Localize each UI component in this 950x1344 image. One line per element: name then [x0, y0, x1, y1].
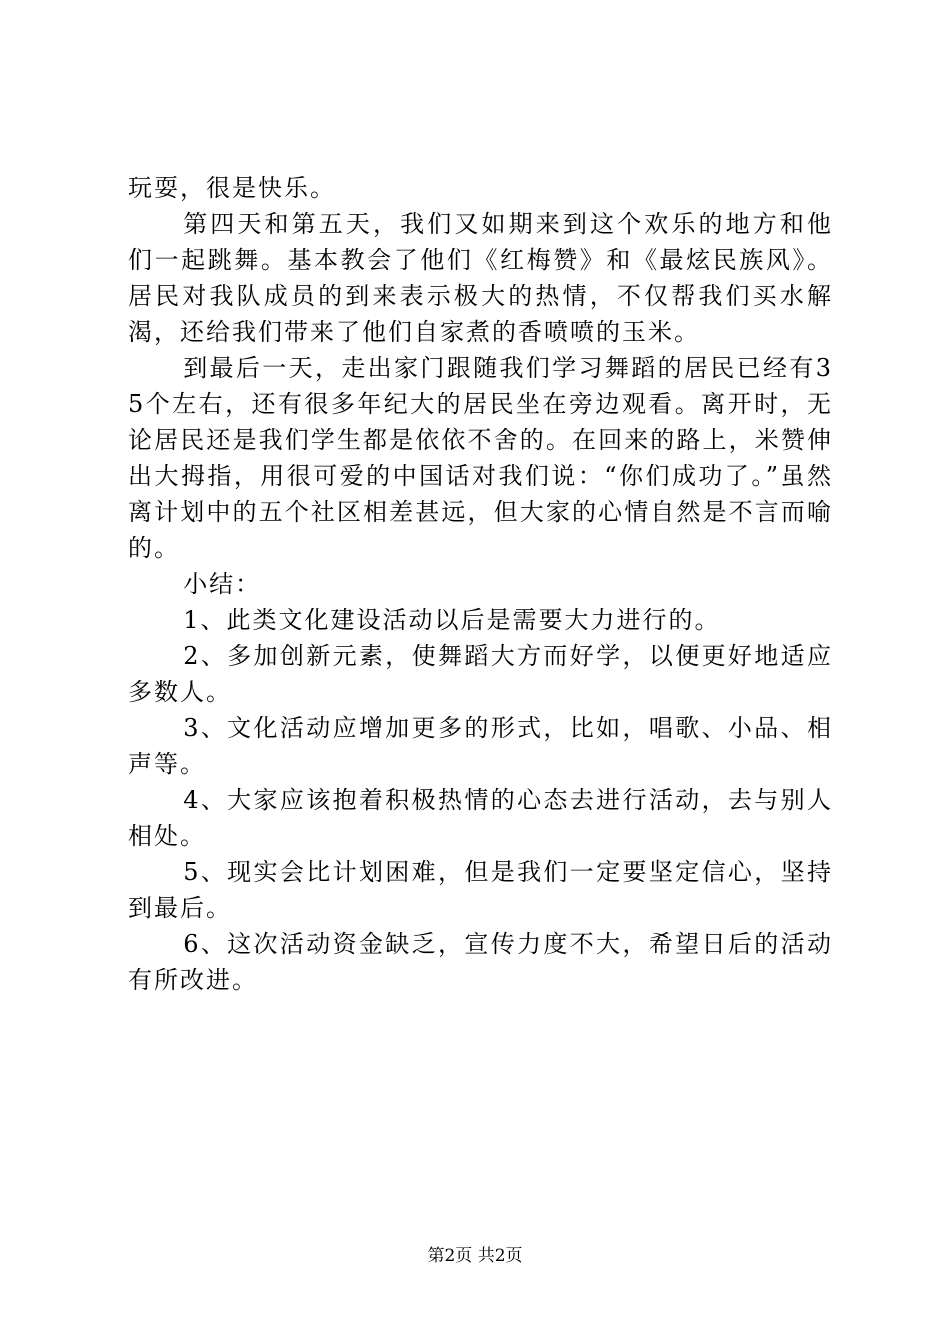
summary-item-5: 5、现实会比计划困难，但是我们一定要坚定信心，坚持到最后。: [128, 858, 833, 922]
summary-item-6: 6、这次活动资金缺乏，宣传力度不大，希望日后的活动有所改进。: [128, 930, 833, 994]
summary-item-1: 1、此类文化建设活动以后是需要大力进行的。: [183, 606, 721, 634]
page-number-footer: 第2页 共2页: [427, 1246, 523, 1266]
paragraph-day-four-five: 第四天和第五天，我们又如期来到这个欢乐的地方和他们一起跳舞。基本教会了他们《红梅赞》和《最炫民族风》。居民对我队成员的到来表示极大的热情，不仅帮我们买水解渴，还给我们带来了他们自家煮的香喷喷的玉米。: [128, 210, 833, 346]
document-body: [128, 170, 833, 998]
paragraph-last-day: 到最后一天，走出家门跟随我们学习舞蹈的居民已经有35个左右，还有很多年纪大的居民坐在旁边观看。离开时，无论居民还是我们学生都是依依不舍的。在回来的路上，米赞伸出大拇指，用很可爱的中国话对我们说：“你们成功了。”虽然离计划中的五个社区相差甚远，但大家的心情自然是不言而喻的。: [128, 354, 833, 562]
summary-item-4: 4、大家应该抱着积极热情的心态去进行活动，去与别人相处。: [128, 786, 833, 850]
summary-item-2: 2、多加创新元素，使舞蹈大方而好学，以便更好地适应多数人。: [128, 642, 833, 706]
summary-item-3: 3、文化活动应增加更多的形式，比如，唱歌、小品、相声等。: [128, 714, 833, 778]
summary-heading: 小结：: [183, 570, 262, 598]
paragraph-continuation: 玩耍，很是快乐。: [128, 174, 336, 202]
